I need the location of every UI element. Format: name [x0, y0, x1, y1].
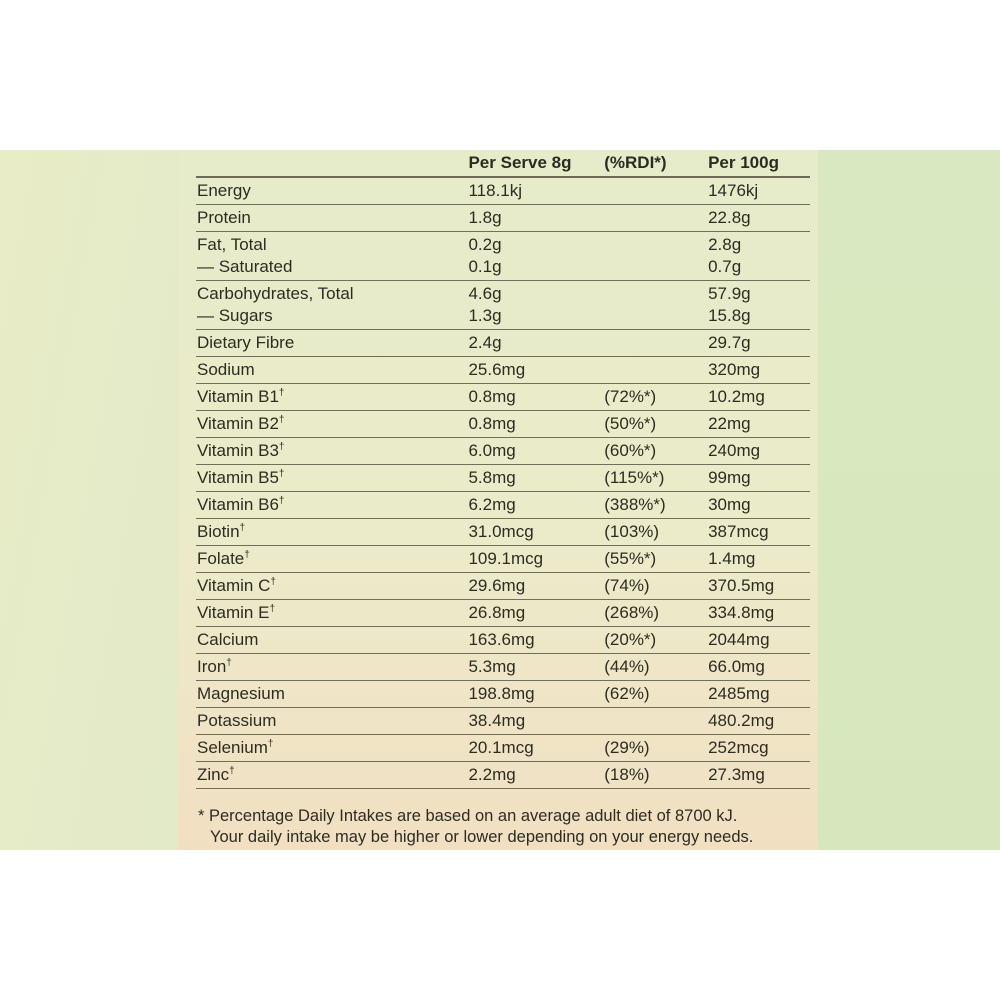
nutrient-name: Vitamin B3 [197, 441, 279, 460]
dagger-mark: † [267, 738, 274, 750]
nutrition-table [196, 150, 810, 789]
rdi-cell: (29%) [604, 738, 650, 757]
table-row [196, 573, 810, 600]
nutrient-name: Vitamin C [197, 576, 271, 595]
per-serve-cell: 38.4mg [468, 711, 526, 730]
per-serve-cell: 0.8mg [468, 414, 516, 433]
per-serve-cell: 6.2mg [468, 495, 516, 514]
nutrient-name: Vitamin B5 [197, 468, 279, 487]
dagger-mark: † [278, 468, 285, 480]
header-per-100g: Per 100g [708, 150, 810, 177]
nutrient-name: Selenium [197, 738, 268, 757]
per-100g-cell: 99mg [708, 468, 751, 487]
rdi-cell [604, 708, 708, 735]
per-100g-cell: 66.0mg [708, 657, 765, 676]
per-serve-cell: 2.4g [468, 333, 502, 352]
rdi-cell [604, 177, 708, 205]
nutrient-name-cell [196, 384, 468, 411]
table-row [196, 438, 810, 465]
per-serve-cell: 6.0mg [468, 441, 516, 460]
per-serve-cell: 1.8g [468, 208, 502, 227]
header-per-serve: Per Serve 8g [468, 150, 604, 177]
rdi-cell [604, 281, 708, 330]
rdi-cell: (50%*) [604, 414, 657, 433]
per-100g-cell [708, 281, 810, 330]
rdi-cell: (44%) [604, 657, 650, 676]
table-row [196, 600, 810, 627]
nutrient-name-cell [196, 519, 468, 546]
table-row [196, 654, 810, 681]
rdi-cell [604, 357, 708, 384]
sub-per-100g-value: 15.8g [708, 306, 751, 325]
rdi-cell: (103%) [604, 522, 660, 541]
dagger-mark: † [278, 387, 285, 399]
table-row [196, 411, 810, 438]
rdi-cell: (60%*) [604, 441, 657, 460]
table-row [196, 205, 810, 232]
nutrient-name-cell [196, 681, 468, 708]
per-serve-cell: 5.8mg [468, 468, 516, 487]
footnote [198, 806, 838, 848]
per-serve-cell: 25.6mg [468, 360, 526, 379]
per-serve-cell [468, 281, 604, 330]
nutrient-name-cell [196, 465, 468, 492]
nutrient-name: Vitamin B2 [197, 414, 279, 433]
per-100g-cell: 334.8mg [708, 603, 775, 622]
dagger-mark: † [239, 522, 246, 534]
table-row [196, 232, 810, 281]
nutrient-name-cell [196, 708, 468, 735]
nutrient-name: Protein [197, 208, 251, 227]
nutrient-name-cell [196, 600, 468, 627]
dagger-mark: † [278, 441, 285, 453]
per-serve-value: 0.2g [468, 235, 502, 254]
dagger-mark: † [278, 495, 285, 507]
per-100g-cell [708, 232, 810, 281]
per-serve-cell [468, 232, 604, 281]
rdi-cell [604, 205, 708, 232]
table-row [196, 330, 810, 357]
nutrient-name: Potassium [197, 711, 277, 730]
nutrient-name: Vitamin B1 [197, 387, 279, 406]
per-100g-cell: 240mg [708, 441, 761, 460]
nutrient-name: Vitamin E [197, 603, 270, 622]
per-serve-cell: 163.6mg [468, 630, 535, 649]
nutrient-name-cell [196, 546, 468, 573]
nutrient-name: Calcium [197, 630, 259, 649]
per-100g-cell: 29.7g [708, 333, 751, 352]
per-100g-cell: 370.5mg [708, 576, 775, 595]
dagger-mark: † [278, 414, 285, 426]
table-row [196, 762, 810, 789]
dagger-mark: † [226, 657, 232, 669]
per-serve-cell: 2.2mg [468, 765, 516, 784]
dagger-mark: † [269, 603, 276, 615]
table-row [196, 627, 810, 654]
table-row [196, 546, 810, 573]
per-100g-cell: 22.8g [708, 208, 751, 227]
per-100g-cell: 2044mg [708, 630, 770, 649]
per-serve-cell: 29.6mg [468, 576, 526, 595]
rdi-cell: (115%*) [604, 468, 665, 487]
table-row [196, 708, 810, 735]
nutrient-name: Fat, Total [197, 235, 267, 254]
per-serve-value: 4.6g [468, 284, 502, 303]
header-rdi: (%RDI*) [604, 150, 708, 177]
nutrient-name-cell [196, 573, 468, 600]
nutrient-name: Zinc [197, 765, 230, 784]
footnote-line-1: * Percentage Daily Intakes are based on an average adult diet of 8700 kJ. [198, 807, 738, 825]
sub-nutrient-name: — Saturated [197, 257, 293, 276]
per-100g-value: 2.8g [708, 235, 742, 254]
sub-per-serve-value: 1.3g [468, 306, 502, 325]
nutrient-name-cell [196, 492, 468, 519]
nutrient-name-cell [196, 357, 468, 384]
nutrition-table-header [196, 150, 810, 177]
nutrient-name-cell [196, 205, 468, 232]
nutrient-name-cell [196, 281, 468, 330]
nutrient-name: Dietary Fibre [197, 333, 295, 352]
nutrient-name-cell [196, 627, 468, 654]
per-100g-cell: 27.3mg [708, 765, 765, 784]
table-row [196, 681, 810, 708]
sub-per-serve-value: 0.1g [468, 257, 502, 276]
rdi-cell: (74%) [604, 576, 650, 595]
nutrient-name-cell [196, 330, 468, 357]
nutrient-name: Biotin [197, 522, 240, 541]
nutrition-table-body [196, 177, 810, 789]
table-row [196, 281, 810, 330]
nutrient-name-cell [196, 654, 468, 681]
nutrient-name-cell [196, 411, 468, 438]
table-row [196, 492, 810, 519]
per-100g-cell: 30mg [708, 495, 751, 514]
per-serve-cell: 31.0mcg [468, 522, 534, 541]
nutrient-name-cell [196, 735, 468, 762]
table-row [196, 177, 810, 205]
nutrient-name: Magnesium [197, 684, 285, 703]
nutrient-name: Vitamin B6 [197, 495, 279, 514]
per-serve-cell: 5.3mg [468, 657, 516, 676]
label-background-band [0, 150, 1000, 850]
per-100g-cell: 1.4mg [708, 549, 756, 568]
table-row [196, 519, 810, 546]
nutrient-name: Energy [197, 181, 251, 200]
rdi-cell: (18%) [604, 765, 650, 784]
per-100g-cell: 387mcg [708, 522, 769, 541]
rdi-cell: (20%*) [604, 630, 657, 649]
per-100g-cell: 480.2mg [708, 711, 775, 730]
per-100g-cell: 2485mg [708, 684, 770, 703]
per-serve-cell: 198.8mg [468, 684, 535, 703]
nutrient-name-cell [196, 232, 468, 281]
per-100g-cell: 320mg [708, 360, 761, 379]
per-100g-cell: 22mg [708, 414, 751, 433]
rdi-cell: (268%) [604, 603, 660, 622]
rdi-cell: (388%*) [604, 495, 666, 514]
band-right-side [818, 150, 1000, 850]
nutrient-name: Iron [197, 657, 227, 676]
table-row [196, 465, 810, 492]
per-serve-cell: 26.8mg [468, 603, 526, 622]
dagger-mark: † [270, 576, 276, 588]
dagger-mark: † [244, 549, 250, 561]
per-100g-cell: 252mcg [708, 738, 769, 757]
header-nutrient [196, 150, 468, 177]
rdi-cell: (62%) [604, 684, 650, 703]
sub-nutrient-name: — Sugars [197, 306, 273, 325]
per-serve-cell: 118.1kj [468, 181, 523, 200]
per-100g-cell: 10.2mg [708, 387, 765, 406]
sub-per-100g-value: 0.7g [708, 257, 742, 276]
per-100g-cell: 1476kj [708, 181, 759, 200]
per-100g-value: 57.9g [708, 284, 751, 303]
table-row [196, 357, 810, 384]
nutrient-name: Folate [197, 549, 245, 568]
per-serve-cell: 20.1mcg [468, 738, 534, 757]
rdi-cell: (72%*) [604, 387, 657, 406]
rdi-cell [604, 330, 708, 357]
per-serve-cell: 0.8mg [468, 387, 516, 406]
dagger-mark: † [229, 765, 235, 777]
nutrient-name-cell [196, 177, 468, 205]
nutrient-name: Sodium [197, 360, 255, 379]
rdi-cell: (55%*) [604, 549, 657, 568]
table-row [196, 735, 810, 762]
per-serve-cell: 109.1mcg [468, 549, 544, 568]
nutrient-name-cell [196, 762, 468, 789]
rdi-cell [604, 232, 708, 281]
footnote-line-2: Your daily intake may be higher or lower depending on your energy needs. [210, 828, 754, 846]
nutrient-name: Carbohydrates, Total [197, 284, 354, 303]
table-row [196, 384, 810, 411]
nutrient-name-cell [196, 438, 468, 465]
